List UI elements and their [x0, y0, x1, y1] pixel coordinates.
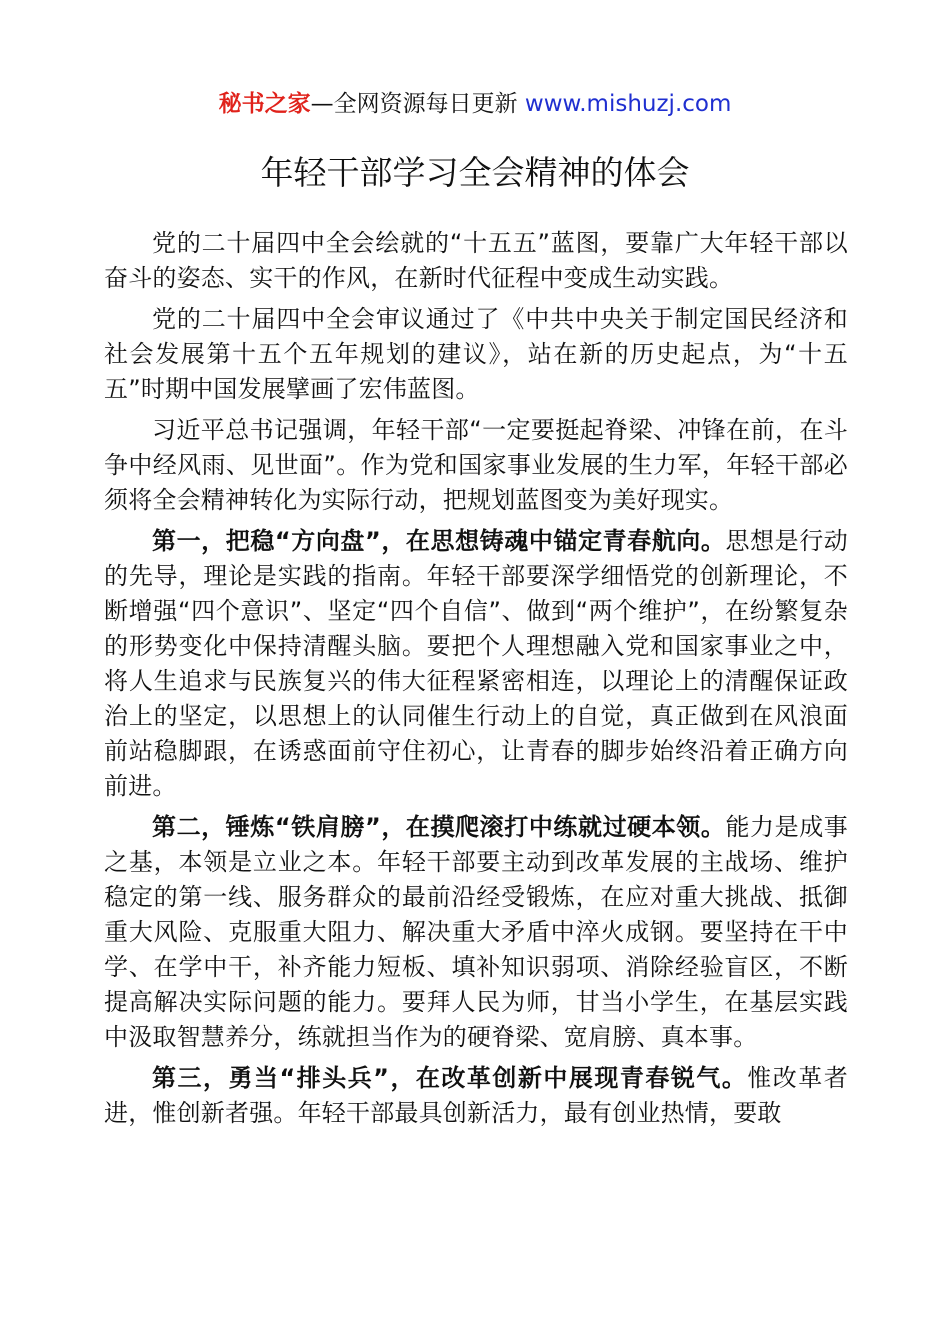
document-body — [104, 226, 848, 1137]
paragraph — [104, 413, 848, 518]
paragraph — [104, 1061, 848, 1131]
brand-name: 秘书之家 — [218, 91, 311, 117]
paragraph — [104, 524, 848, 804]
paragraph-text: 党的二十届四中全会审议通过了《中共中央关于制定国民经济和社会发展第十五个五年规划的建议》，站在新的历史起点，为“十五五”时期中国发展擘画了宏伟蓝图。 — [104, 305, 848, 403]
paragraph — [104, 226, 848, 296]
header-tagline: —全网资源每日更新 — [310, 91, 518, 117]
paragraph-text: 思想是行动的先导，理论是实践的指南。年轻干部要深学细悟党的创新理论，不断增强“四个意识”、坚定“四个自信”、做到“两个维护”，在纷繁复杂的形势变化中保持清醒头脑。要把个人理想融入党和国家事业之中，将人生追求与民族复兴的伟大征程紧密相连，以理论上的清醒保证政治上的坚定，以思想上的认同催生行动上的自觉，真正做到在风浪面前站稳脚跟，在诱惑面前守住初心，让青春的脚步始终沿着正确方向前进。 — [104, 527, 848, 800]
website-link[interactable]: www.mishuzj.com — [524, 91, 732, 117]
paragraph — [104, 810, 848, 1055]
paragraph-lead: 第三，勇当“排头兵”，在改革创新中展现青春锐气。 — [152, 1064, 748, 1092]
paragraph-lead: 第一，把稳“方向盘”，在思想铸魂中锚定青春航向。 — [152, 527, 726, 555]
paragraph-text: 党的二十届四中全会绘就的“十五五”蓝图，要靠广大年轻干部以奋斗的姿态、实干的作风，在新时代征程中变成生动实践。 — [104, 229, 848, 292]
paragraph — [104, 302, 848, 407]
document-title: 年轻干部学习全会精神的体会 — [260, 153, 690, 192]
paragraph-text: 习近平总书记强调，年轻干部“一定要挺起脊梁、冲锋在前，在斗争中经风雨、见世面”。作为党和国家事业发展的生力军，年轻干部必须将全会精神转化为实际行动，把规划蓝图变为美好现实。 — [104, 416, 848, 514]
paragraph-lead: 第二，锤炼“铁肩膀”，在摸爬滚打中练就过硬本领。 — [152, 813, 726, 841]
paragraph-text: 惟改革者进，惟创新者强。年轻干部最具创新活力，最有创业热情，要敢 — [104, 1064, 848, 1127]
paragraph-text: 能力是成事之基，本领是立业之本。年轻干部要主动到改革发展的主战场、维护稳定的第一线、服务群众的最前沿经受锻炼，在应对重大挑战、抵御重大风险、克服重大阻力、解决重大矛盾中淬火成钢。要坚持在干中学、在学中干，补齐能力短板、填补知识弱项、消除经验盲区，不断提高解决实际问题的能力。要拜人民为师，甘当小学生，在基层实践中汲取智慧养分，练就担当作为的硬脊梁、宽肩膀、真本事。 — [104, 813, 848, 1051]
page-header — [0, 86, 950, 122]
